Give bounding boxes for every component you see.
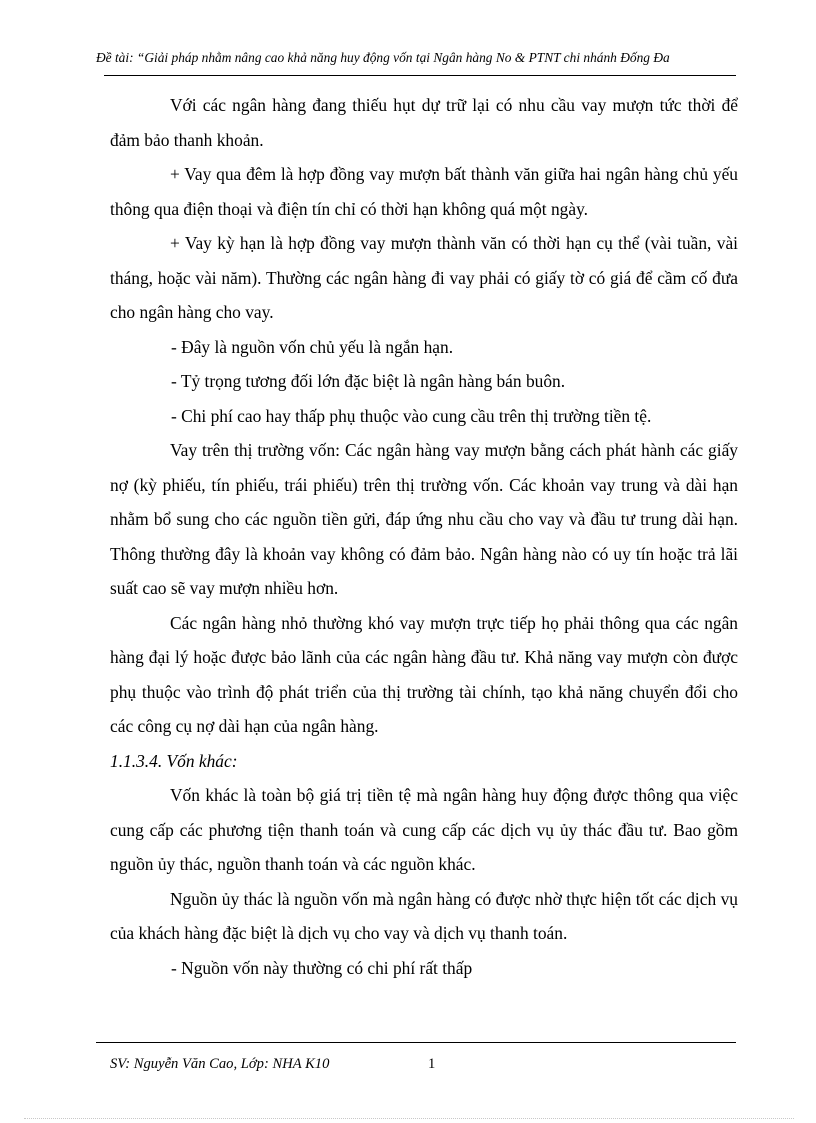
paragraph: Nguồn ủy thác là nguồn vốn mà ngân hàng có được nhờ thực hiện tốt các dịch vụ của khách hàng đặc biệt là dịch vụ cho vay và dịch vụ thanh toán. — [110, 888, 738, 943]
paragraph: Với các ngân hàng đang thiếu hụt dự trữ lại có nhu cầu vay mượn tức thời để đảm bảo thanh khoản. — [110, 95, 738, 150]
footer-author: SV: Nguyễn Văn Cao, Lớp: NHA K10 — [110, 1056, 330, 1072]
page-body — [110, 88, 738, 985]
paragraph: Vốn khác là toàn bộ giá trị tiền tệ mà ngân hàng huy động được thông qua việc cung cấp các phương tiện thanh toán và cung cấp các dịch vụ ủy thác đầu tư. Bao gồm nguồn ủy thác, nguồn thanh toán và các nguồn khác. — [110, 785, 738, 874]
paragraph: Vay trên thị trường vốn: Các ngân hàng vay mượn bằng cách phát hành các giấy nợ (kỳ phiếu, tín phiếu, trái phiếu) trên thị trường vốn. Các khoản vay trung và dài hạn nhằm bổ sung cho các nguồn tiền gửi, đáp ứng nhu cầu cho vay và đầu tư trung dài hạn. Thông thường đây là khoản vay không có đảm bảo. Ngân hàng nào có uy tín hoặc trả lãi suất cao sẽ vay mượn nhiều hơn. — [110, 440, 738, 598]
list-item: - Chi phí cao hay thấp phụ thuộc vào cung cầu trên thị trường tiền tệ. — [171, 405, 652, 426]
page-footer — [96, 1042, 736, 1086]
paragraph: Các ngân hàng nhỏ thường khó vay mượn trực tiếp họ phải thông qua các ngân hàng đại lý hoặc được bảo lãnh của các ngân hàng đầu tư. Khả năng vay mượn còn được phụ thuộc vào trình độ phát triển của thị trường tài chính, tạo khả năng chuyển đổi cho các công cụ nợ dài hạn của ngân hàng. — [110, 612, 738, 736]
page-header: Đề tài: “Giải pháp nhằm nâng cao khả năng huy động vốn tại Ngân hàng No & PTNT chi nhánh Đống Đa — [96, 48, 736, 76]
list-item: - Tỷ trọng tương đối lớn đặc biệt là ngân hàng bán buôn. — [171, 371, 566, 391]
paragraph: + Vay kỳ hạn là hợp đồng vay mượn thành văn có thời hạn cụ thể (vài tuần, vài tháng, hoặc vài năm). Thường các ngân hàng đi vay phải có giấy tờ có giá để cầm cố đưa cho ngân hàng cho vay. — [110, 233, 738, 322]
list-item: - Nguồn vốn này thường có chi phí rất thấp — [171, 957, 473, 978]
section-heading: 1.1.3.4. Vốn khác: — [110, 750, 238, 771]
page-bottom-divider — [24, 1118, 794, 1119]
paragraph: + Vay qua đêm là hợp đồng vay mượn bất thành văn giữa hai ngân hàng chủ yếu thông qua điện thoại và điện tín chỉ có thời hạn không quá một ngày. — [110, 164, 738, 219]
list-item: - Đây là nguồn vốn chủ yếu là ngắn hạn. — [171, 336, 454, 357]
page-number: 1 — [428, 1056, 436, 1072]
